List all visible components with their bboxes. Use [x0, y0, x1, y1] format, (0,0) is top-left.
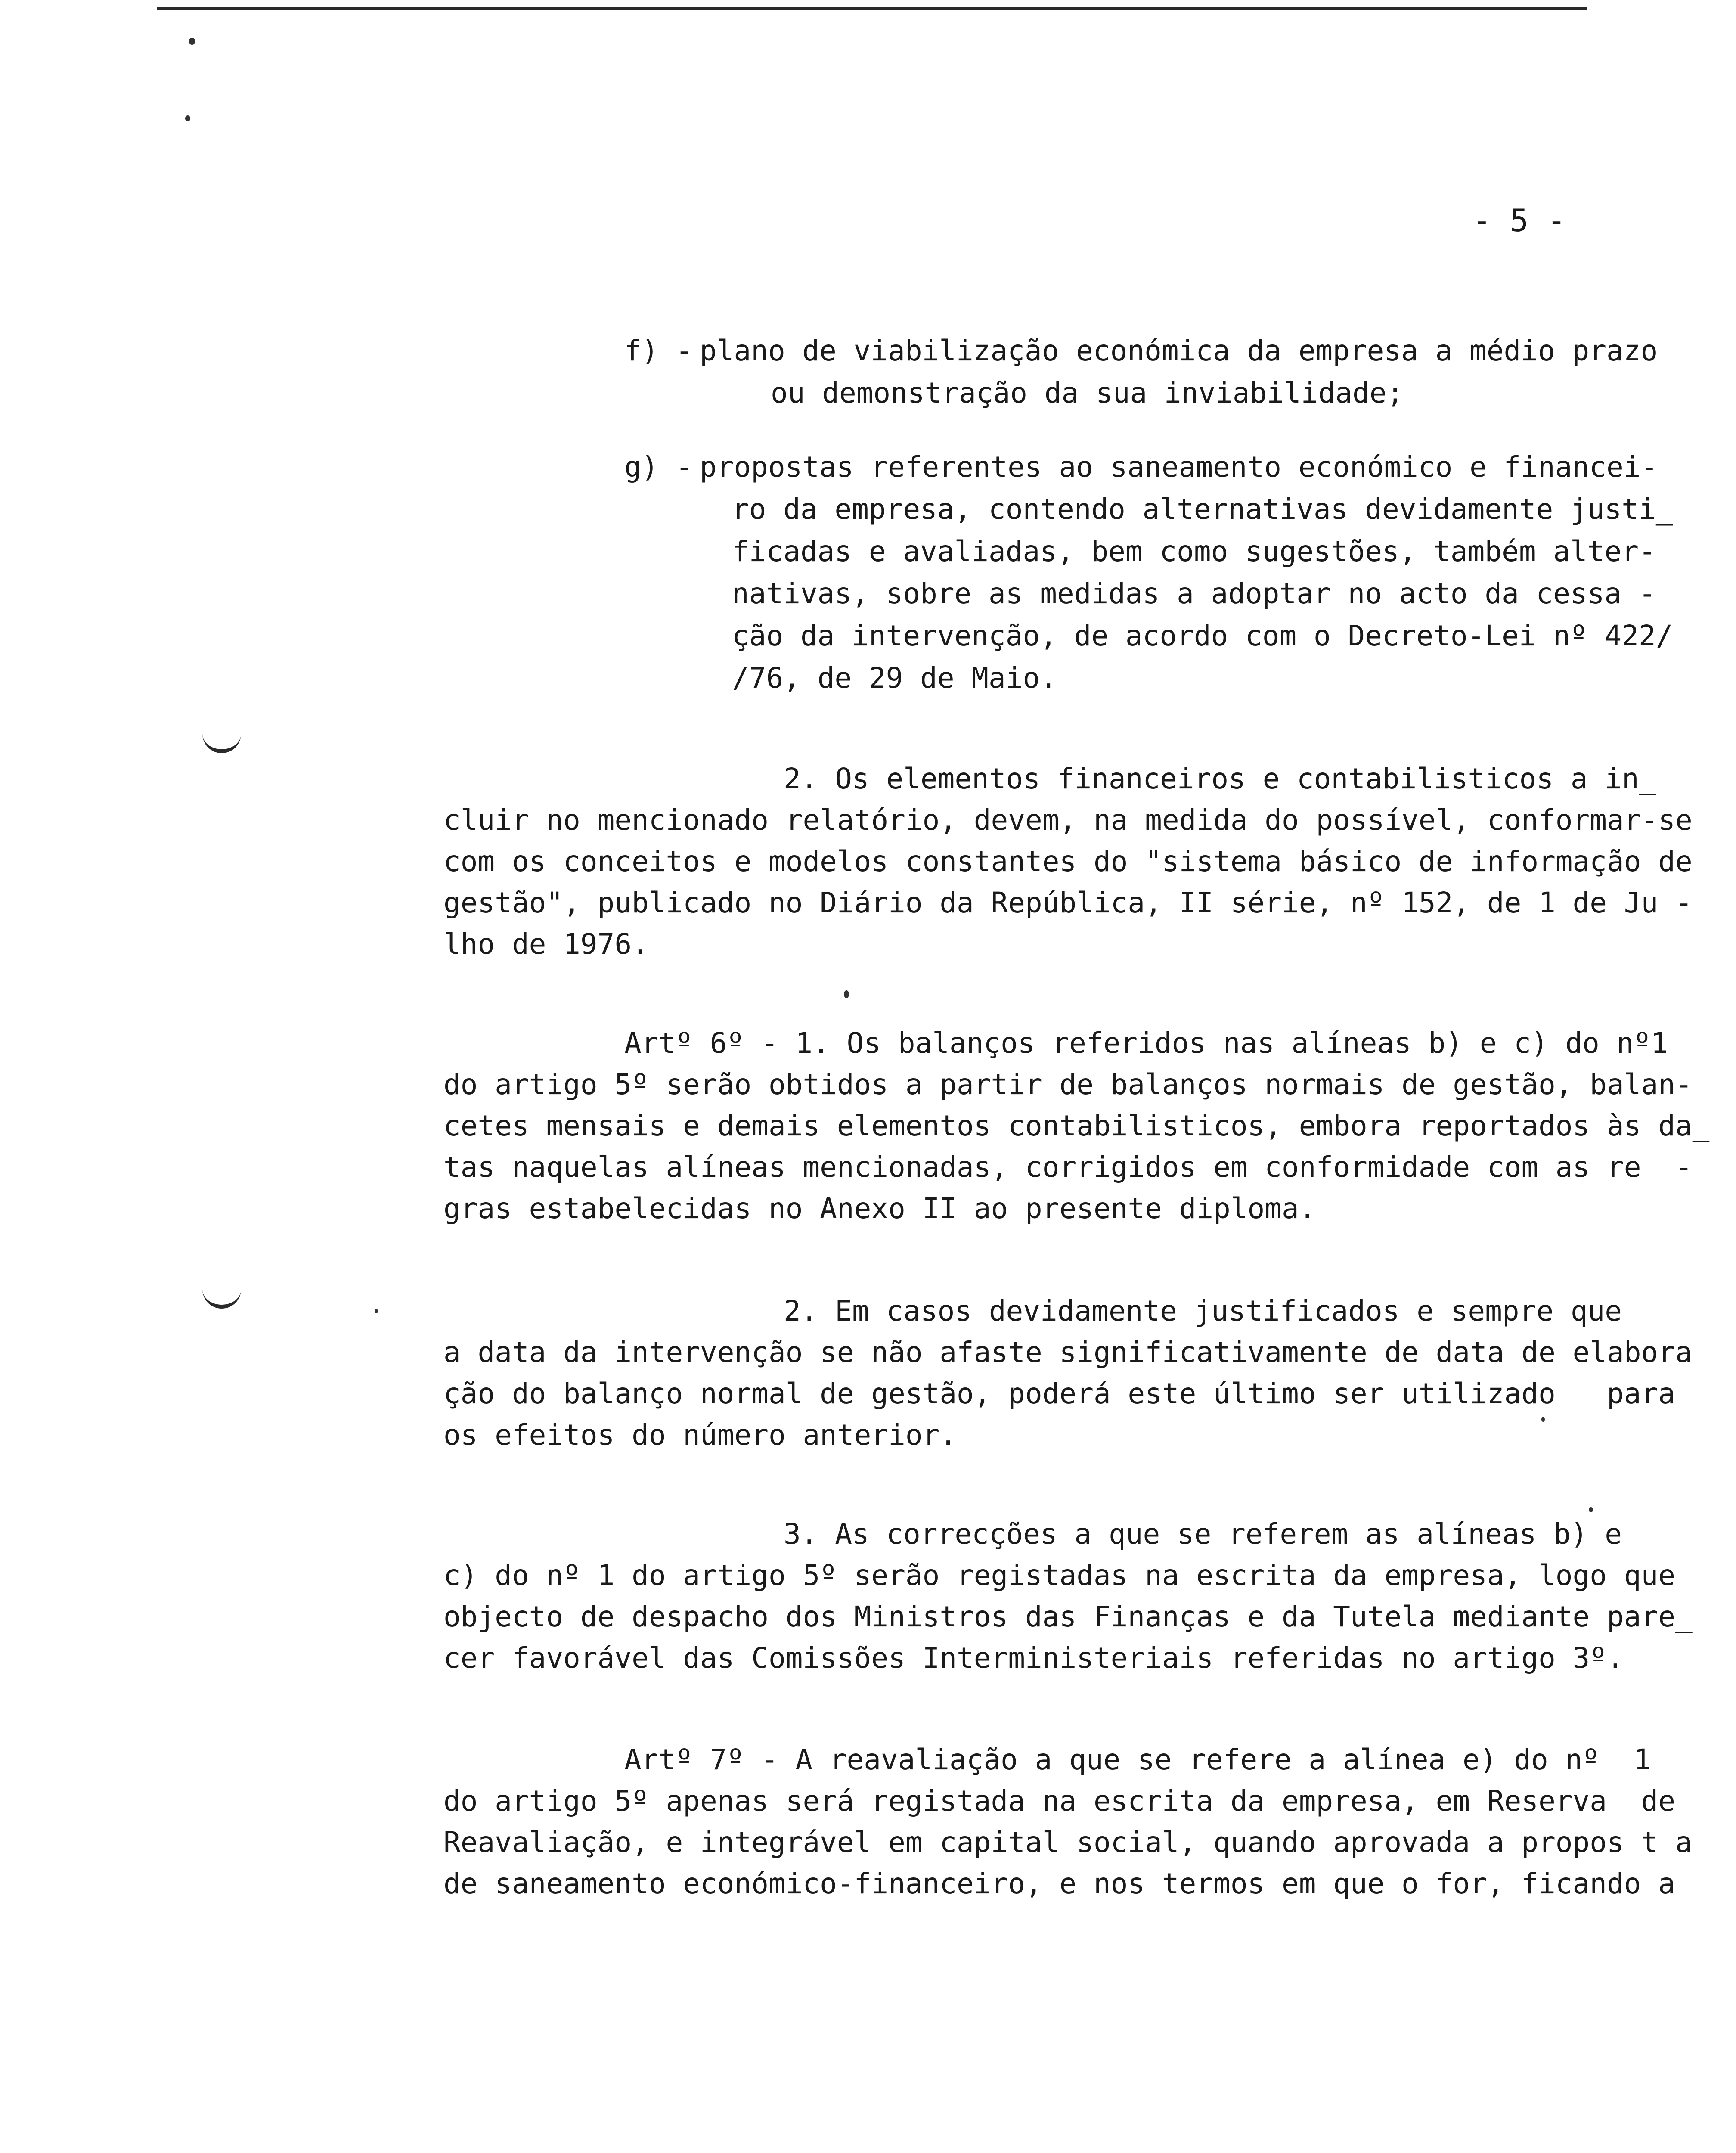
item-line: /76, de 29 de Maio. [732, 661, 1057, 695]
punch-hole-mark [202, 1287, 241, 1309]
scan-speck [844, 990, 849, 998]
paragraph-line: 2. Em casos devidamente justificados e sempre que [784, 1294, 1622, 1328]
paragraph-line: 3. As correcções a que se referem as alíneas b) e [784, 1517, 1622, 1551]
item-label: g) - [624, 450, 693, 484]
scan-speck [189, 38, 195, 45]
scan-speck [1541, 1417, 1545, 1422]
paragraph-line: do artigo 5º serão obtidos a partir de balanços normais de gestão, balan- [443, 1068, 1693, 1101]
paragraph-line: gras estabelecidas no Anexo II ao presente diploma. [443, 1192, 1316, 1225]
paragraph-line: Artº 6º - 1. Os balanços referidos nas alíneas b) e c) do nº1 [624, 1027, 1668, 1060]
paragraph-line: com os conceitos e modelos constantes do "sistema básico de informação de [443, 845, 1693, 878]
paragraph-line: os efeitos do número anterior. [443, 1418, 957, 1452]
item-line: nativas, sobre as medidas a adoptar no acto da cessa - [732, 577, 1656, 610]
paragraph-line: a data da intervenção se não afaste significativamente de data de elabora [443, 1336, 1693, 1369]
paragraph-line: cluir no mencionado relatório, devem, na medida do possível, conformar-se [443, 803, 1693, 837]
paragraph-line: de saneamento económico-financeiro, e nos termos em que o for, ficando a [443, 1867, 1675, 1900]
item-line: ou demonstração da sua inviabilidade; [771, 376, 1404, 410]
paragraph-line: gestão", publicado no Diário da República, II série, nº 152, de 1 de Ju - [443, 886, 1693, 919]
page-number: - 5 - [1472, 202, 1566, 239]
item-line: propostas referentes ao saneamento económico e financei- [700, 450, 1658, 484]
paragraph-line: cer favorável das Comissões Interministeriais referidas no artigo 3º. [443, 1641, 1624, 1675]
paragraph-line: cetes mensais e demais elementos contabilisticos, embora reportados às da_ [443, 1109, 1710, 1142]
item-line: plano de viabilização económica da empresa a médio prazo [700, 334, 1658, 367]
item-label: f) - [624, 334, 693, 367]
item-line: ção da intervenção, de acordo com o Decreto-Lei nº 422/ [732, 619, 1673, 652]
paragraph-line: tas naquelas alíneas mencionadas, corrigidos em conformidade com as re - [443, 1151, 1693, 1184]
paragraph-line: ção do balanço normal de gestão, poderá este último ser utilizado para [443, 1377, 1675, 1410]
paragraph-line: 2. Os elementos financeiros e contabilisticos a in_ [784, 762, 1656, 795]
paragraph-line: objecto de despacho dos Ministros das Finanças e da Tutela mediante pare_ [443, 1600, 1693, 1633]
item-line: ro da empresa, contendo alternativas devidamente justi_ [732, 493, 1673, 526]
paragraph-line: lho de 1976. [443, 928, 649, 961]
paragraph-line: c) do nº 1 do artigo 5º serão registadas na escrita da empresa, logo que [443, 1559, 1675, 1592]
paragraph-line: do artigo 5º apenas será registada na escrita da empresa, em Reserva de [443, 1784, 1675, 1818]
paragraph-line: Artº 7º - A reavaliação a que se refere a alínea e) do nº 1 [624, 1743, 1651, 1776]
scan-speck [1589, 1507, 1593, 1512]
paragraph-line: Reavaliação, e integrável em capital social, quando aprovada a propos t a [443, 1826, 1693, 1859]
top-rule [157, 7, 1587, 10]
scan-speck [185, 115, 190, 121]
punch-hole-mark [202, 732, 241, 753]
scan-speck [375, 1309, 378, 1313]
item-line: ficadas e avaliadas, bem como sugestões, também alter- [732, 535, 1656, 568]
